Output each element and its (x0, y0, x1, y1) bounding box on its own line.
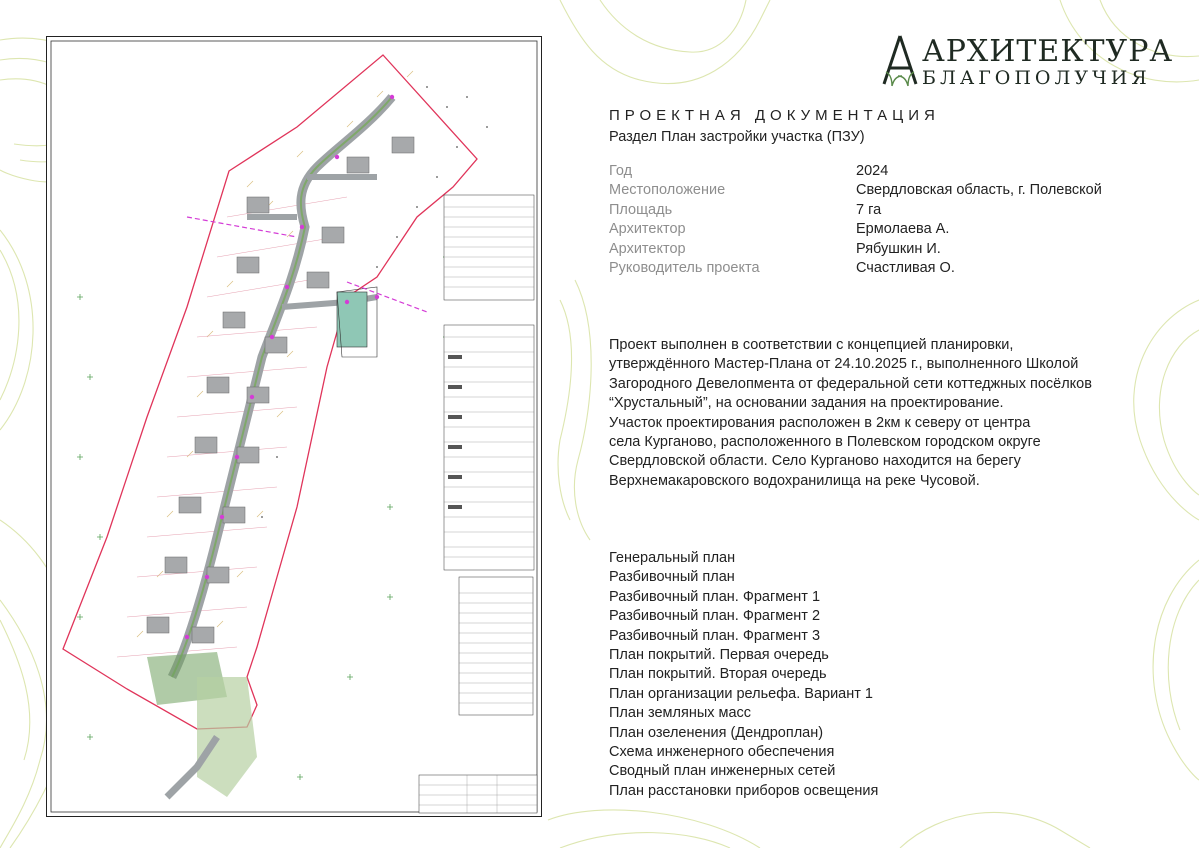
info-label: Площадь (609, 201, 673, 218)
site-plan-sheet (46, 36, 542, 817)
plan-item: План организации рельефа. Вариант 1 (609, 685, 873, 702)
info-row-architect-1 (609, 221, 1169, 240)
plans-list (609, 549, 878, 801)
info-value: Свердловская область, г. Полевской (856, 182, 1102, 199)
info-value: 7 га (856, 201, 882, 218)
plan-item: Схема инженерного обеспечения (609, 744, 835, 761)
info-value: Ермолаева А. (856, 221, 950, 238)
site-plan-drawing-icon (47, 37, 541, 816)
description-line: Верхнемакаровского водохранилища на реке Чусовой. (609, 472, 980, 489)
description-line: села Курганово, расположенного в Полевском городском округе (609, 434, 1041, 451)
info-label: Местоположение (609, 182, 726, 199)
info-label: Архитектор (609, 240, 686, 257)
info-value: Рябушкин И. (856, 240, 941, 257)
info-row-project-lead (609, 260, 1169, 279)
description-line: Участок проектирования расположен в 2км к северу от центра (609, 414, 1031, 431)
description-line: утверждённого Мастер-Плана от 24.10.2025 г., выполненного Школой (609, 356, 1079, 373)
info-value: Счастливая О. (856, 259, 955, 276)
document-subtitle: Раздел План застройки участка (ПЗУ) (609, 129, 865, 145)
description-line: Свердловской области. Село Курганово находится на берегу (609, 453, 1021, 470)
info-row-area (609, 202, 1169, 221)
plan-item: Разбивочный план. Фрагмент 2 (609, 608, 821, 625)
plan-item: Разбивочный план. Фрагмент 1 (609, 588, 821, 605)
logo-text-line2: БЛАГОПОЛУЧИЯ (922, 67, 1151, 89)
info-label: Архитектор (609, 221, 686, 238)
plan-item: Разбивочный план (609, 569, 735, 586)
document-title: ПРОЕКТНАЯ ДОКУМЕНТАЦИЯ (609, 107, 940, 124)
project-info (609, 163, 1169, 279)
plan-item: План покрытий. Первая очередь (609, 647, 829, 664)
plan-item: План расстановки приборов освещения (609, 782, 879, 799)
info-label: Руководитель проекта (609, 259, 760, 276)
info-row-location (609, 182, 1169, 201)
plan-item: Разбивочный план. Фрагмент 3 (609, 627, 821, 644)
letter-a-palm-icon (878, 34, 922, 92)
plan-item: Генеральный план (609, 550, 736, 566)
plan-item: План земляных масс (609, 705, 752, 722)
info-row-architect-2 (609, 241, 1169, 260)
info-label: Год (609, 163, 633, 179)
description-line: “Хрустальный”, на основании задания на проектирование. (609, 395, 1004, 412)
plan-item: Сводный план инженерных сетей (609, 763, 836, 780)
plan-item: План покрытий. Вторая очередь (609, 666, 827, 683)
info-value: 2024 (856, 163, 889, 179)
logo-text-line1: АРХИТЕКТУРА (922, 34, 1174, 69)
description-line: Проект выполнен в соответствии с концепцией планировки, (609, 337, 1014, 353)
info-row-year (609, 163, 1169, 182)
description-line: Загородного Девелопмента от федеральной сети коттеджных посёлков (609, 375, 1092, 392)
project-description (609, 336, 1169, 491)
plan-item: План озеленения (Дендроплан) (609, 724, 824, 741)
company-logo (878, 34, 1174, 92)
